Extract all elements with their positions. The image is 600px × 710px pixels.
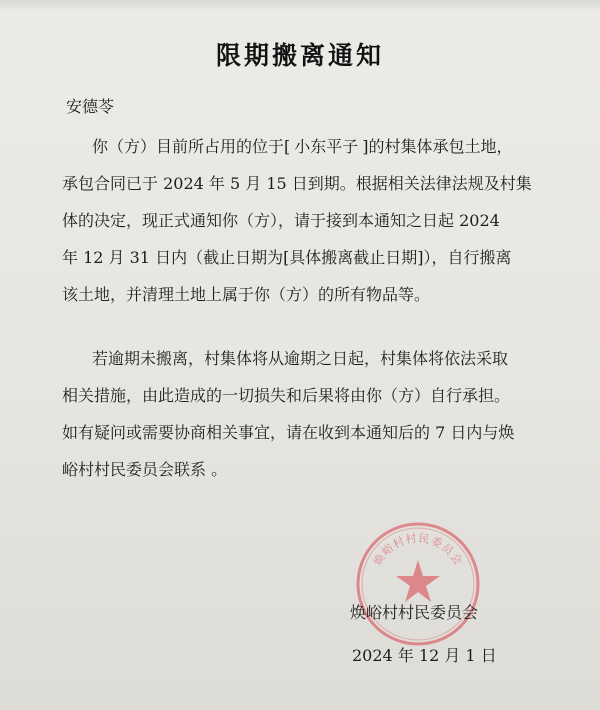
paragraph-1-line-1	[62, 128, 562, 165]
paragraph-1-line-4: 年 12 月 31 日内（截止日期为[具体搬离截止日期]），自行搬离	[62, 248, 512, 267]
paragraph-1-line-3: 体的决定，现正式通知你（方），请于接到本通知之日起 2024	[62, 211, 500, 230]
paragraph-2-line-1: 若逾期未搬离，村集体将从逾期之日起，村集体将依法采取	[92, 349, 509, 368]
signature: 焕峪村村民委员会	[350, 603, 479, 622]
official-seal	[354, 520, 482, 648]
paragraph-2-line-4: 峪村村民委员会联系 。	[62, 460, 228, 479]
document-title: 限期搬离通知	[215, 41, 384, 70]
paragraph-1-line-2: 承包合同已于 2024 年 5 月 15 日到期。根据相关法律法规及村集	[62, 174, 532, 193]
paragraph-1	[62, 128, 562, 313]
paragraph-2-line-2: 相关措施，由此造成的一切损失和后果将由你（方）自行承担。	[62, 386, 511, 405]
paragraph-2-line-3: 如有疑问或需要协商相关事宜，请在收到本通知后的 7 日内与焕	[62, 423, 515, 442]
seal-text-path: 焕峪村村民委员会	[370, 531, 466, 569]
addressee: 安德苓	[66, 97, 115, 116]
paper-shadow	[0, 0, 600, 12]
line-1-suffix: ]的村集体承包土地，	[362, 137, 513, 156]
seal-star-icon	[396, 560, 440, 602]
location-field: 小东平子	[294, 137, 359, 156]
paragraph-1-line-5: 该土地，并清理土地上属于你（方）的所有物品等。	[62, 285, 431, 304]
paragraph-2	[62, 340, 562, 488]
line-1-prefix: 你（方）目前所占用的位于[	[92, 137, 291, 156]
issue-date: 2024 年 12 月 1 日	[352, 646, 497, 665]
